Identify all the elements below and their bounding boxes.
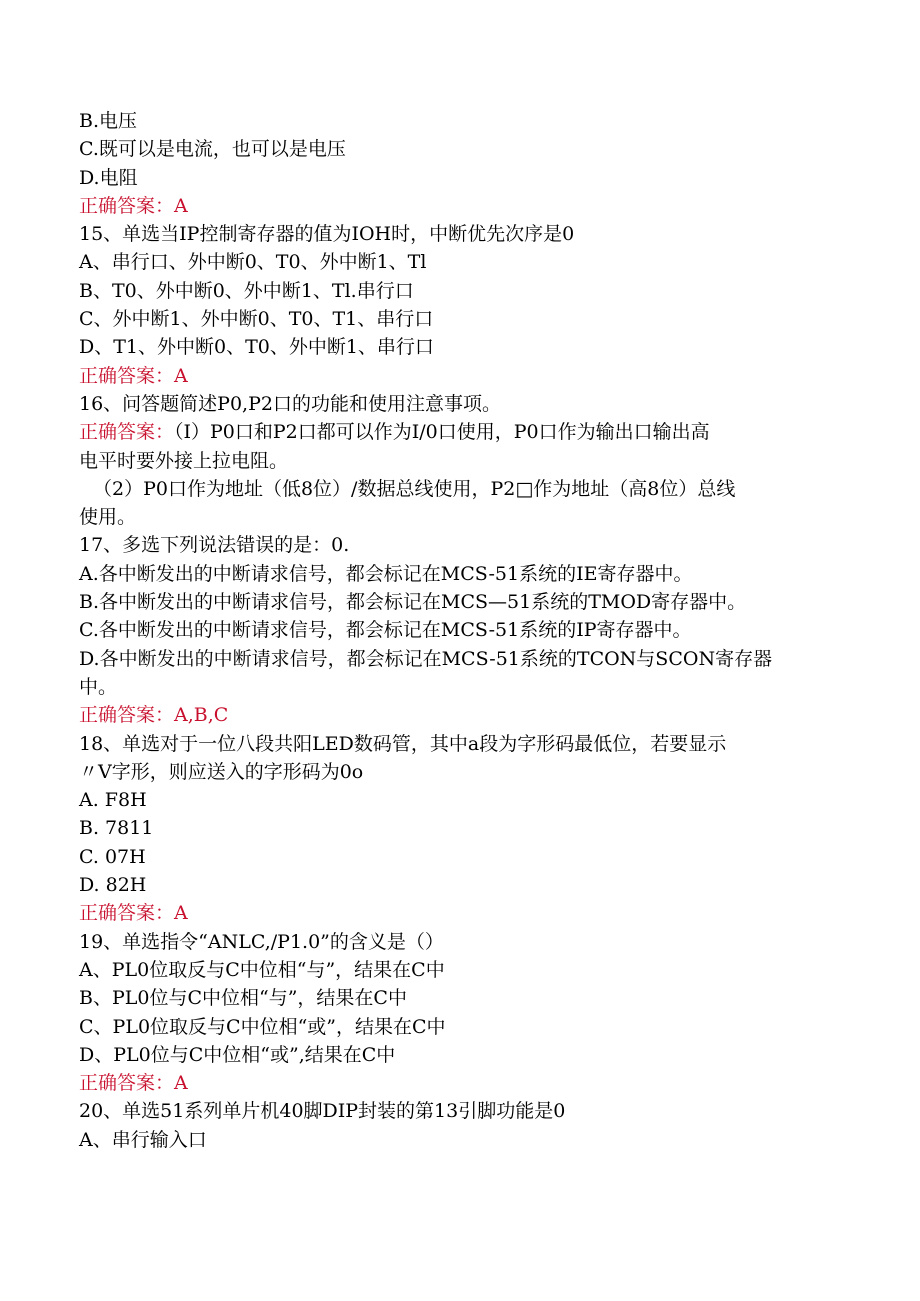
answer-label: 正确答案： (79, 902, 175, 925)
answer-line (79, 701, 839, 729)
answer-text-continued: 电平时要外接上拉电阻。 (79, 449, 289, 472)
question-stem: 16、问答题简述P0,P2口的功能和使用注意事项。 (79, 392, 501, 415)
answer-label: 正确答案： (79, 704, 175, 727)
option-c: C、PL0位取反与C中位相“或”，结果在C中 (79, 1015, 446, 1038)
option-b: B. 7811 (79, 817, 154, 840)
option-b: B、PL0位与C中位相“与”，结果在C中 (79, 987, 407, 1010)
question-stem: 20、单选51系列单片机40脚DIP封装的第13引脚功能是0 (79, 1100, 566, 1123)
document-page (79, 107, 839, 1154)
option-d-continued: 中。 (79, 675, 118, 698)
option-b: B、T0、外中断0、外中断1、Tl.串行口 (79, 279, 414, 302)
option-b: B.各中断发出的中断请求信号，都会标记在MCS—51系统的TMOD寄存器中。 (79, 591, 747, 614)
question-stem: 19、单选指令“ANLC,/P1.0”的含义是（） (79, 930, 444, 953)
answer-value: A,B,C (174, 704, 229, 727)
option-d: D. 82H (79, 874, 147, 897)
option-a: A、串行口、外中断0、T0、外中断1、Tl (79, 251, 427, 274)
answer-value: A (174, 1072, 188, 1095)
answer-text-part2-continued: 使用。 (79, 506, 137, 529)
answer-text-part2: （2）P0口作为地址（低8位）/数据总线使用，P2□作为地址（高8位）总线 (93, 477, 736, 500)
answer-line (79, 192, 839, 220)
option-a: A.各中断发出的中断请求信号，都会标记在MCS-51系统的IE寄存器中。 (79, 562, 693, 585)
option-c: C. 07H (79, 845, 146, 868)
option-d: D.电阻 (79, 166, 138, 189)
answer-label: 正确答案： (79, 194, 175, 217)
option-a: A、串行输入口 (79, 1128, 207, 1151)
answer-label: 正确答案： (79, 364, 175, 387)
answer-line (79, 1069, 839, 1097)
answer-line (79, 362, 839, 390)
question-stem: 17、多选下列说法错误的是：0. (79, 534, 350, 557)
answer-text: （I）P0口和P2口都可以作为I/0口使用，P0口作为输出口输出高 (174, 421, 710, 444)
option-c: C、外中断1、外中断0、T0、T1、串行口 (79, 308, 434, 331)
answer-label: 正确答案： (79, 1072, 175, 1095)
option-d: D.各中断发出的中断请求信号，都会标记在MCS-51系统的TCON与SCON寄存器 (79, 647, 773, 670)
answer-value: A (174, 902, 188, 925)
answer-value: A (174, 194, 188, 217)
option-a: A. F8H (79, 789, 147, 812)
answer-value: A (174, 364, 188, 387)
option-b: B.电压 (79, 110, 138, 132)
option-d: D、T1、外中断0、T0、外中断1、串行口 (79, 336, 434, 359)
question-stem: 15、单选当IP控制寄存器的值为IOH时，中断优先次序是0 (79, 223, 575, 246)
answer-line (79, 418, 839, 446)
option-a: A、PL0位取反与C中位相“与”，结果在C中 (79, 958, 445, 981)
question-stem: 18、单选对于一位八段共阳LED数码管，其中a段为字形码最低位，若要显示 (79, 732, 727, 755)
option-d: D、PL0位与C中位相“或”,结果在C中 (79, 1043, 396, 1066)
answer-label: 正确答案： (79, 421, 175, 444)
answer-line (79, 899, 839, 927)
option-c: C.既可以是电流，也可以是电压 (79, 138, 346, 161)
option-c: C.各中断发出的中断请求信号，都会标记在MCS-51系统的IP寄存器中。 (79, 619, 692, 642)
question-stem-continued: 〃V字形，则应送入的字形码为0o (79, 760, 364, 783)
